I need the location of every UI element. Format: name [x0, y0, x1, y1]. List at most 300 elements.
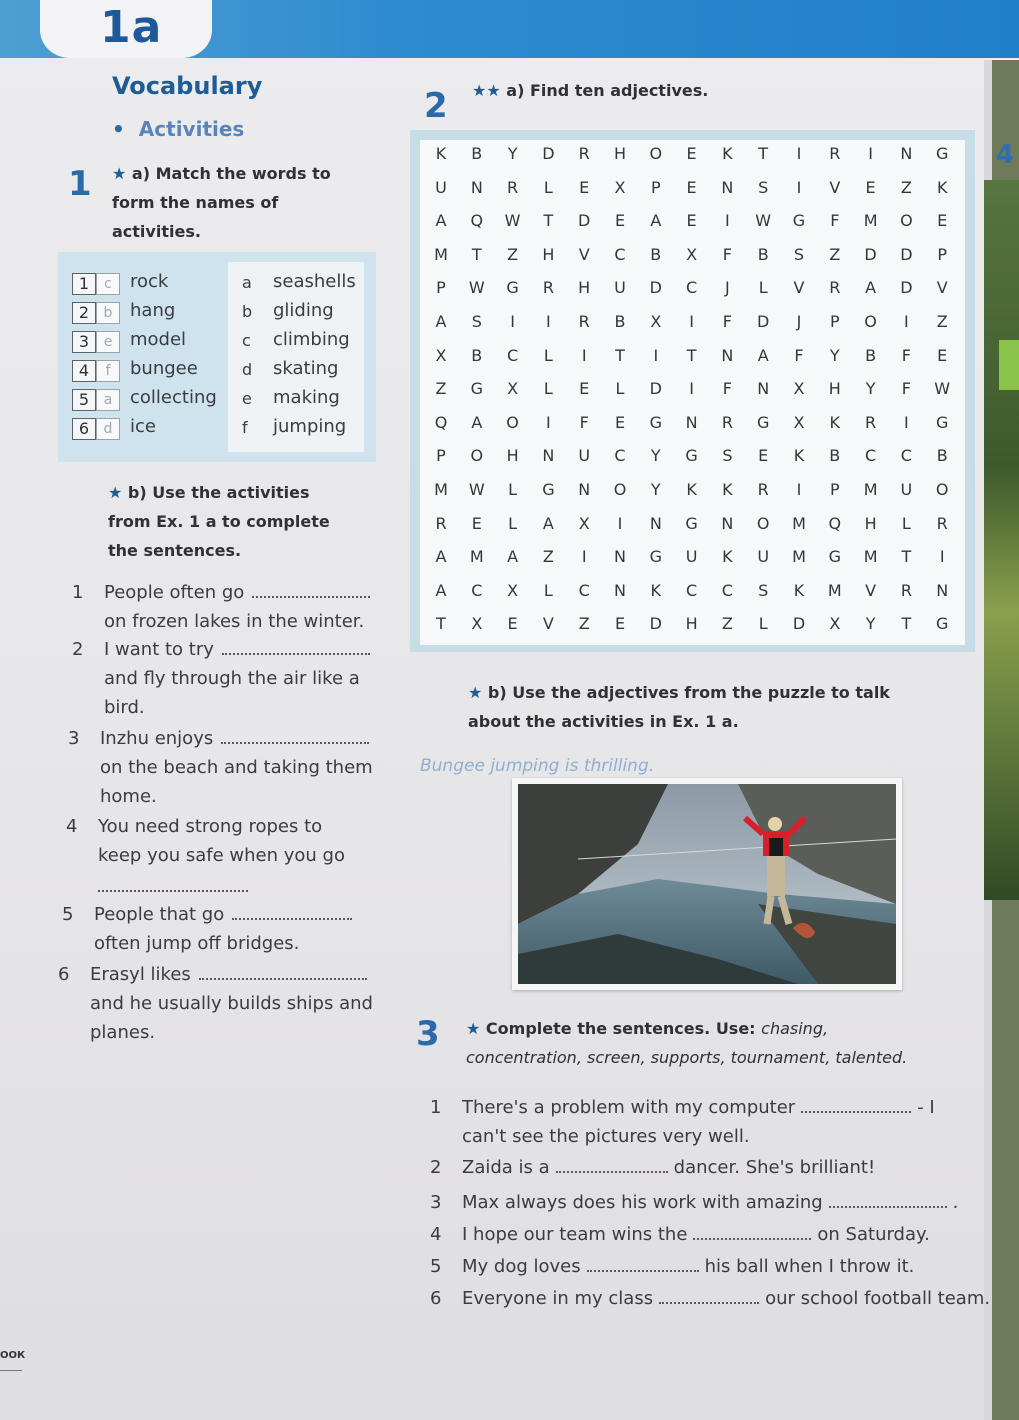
grid-letter: D	[542, 144, 555, 163]
answer-blank	[556, 1157, 668, 1173]
grid-letter: L	[758, 278, 768, 298]
sentence-start: People that go	[94, 904, 225, 925]
match-right-word: jumping	[273, 416, 347, 437]
sentence-number: 4	[66, 816, 78, 837]
sentence-continuation: often jump off bridges.	[94, 933, 300, 954]
match-left-word: hang	[130, 300, 176, 321]
grid-letter: A	[435, 211, 447, 231]
grid-letter: E	[686, 211, 697, 231]
grid-letter: M	[434, 244, 448, 264]
sentence-start: My dog loves	[462, 1256, 581, 1277]
grid-letter: T	[901, 614, 912, 634]
answer-blank	[587, 1256, 699, 1272]
sentence-text	[90, 960, 367, 989]
subsection-title	[112, 117, 244, 141]
grid-letter: R	[507, 177, 519, 197]
grid-letter: E	[471, 513, 482, 533]
grid-letter: C	[686, 580, 698, 600]
grid-letter: E	[614, 412, 626, 432]
grid-letter: E	[614, 211, 626, 231]
grid-letter: V	[542, 614, 554, 634]
match-number: 6	[72, 418, 96, 440]
sentence-number: 4	[430, 1224, 442, 1245]
grid-letter: I	[796, 480, 802, 499]
match-left-word: rock	[130, 271, 169, 292]
sentence-text	[104, 635, 370, 664]
sentence-text	[100, 724, 369, 753]
grid-letter: F	[901, 345, 911, 365]
instruction-line: activities.	[112, 222, 201, 241]
grid-letter: N	[721, 177, 734, 197]
sentence-start: Zaida is a	[462, 1157, 550, 1178]
grid-letter: B	[614, 312, 626, 331]
grid-letter: M	[863, 547, 878, 567]
grid-letter: I	[581, 547, 587, 567]
grid-letter: Z	[542, 547, 554, 567]
unit-label: 1a	[100, 2, 163, 53]
grid-letter: L	[543, 379, 553, 399]
match-left-word: bungee	[130, 358, 198, 379]
match-number: 2	[72, 302, 96, 324]
grid-letter: H	[613, 144, 627, 163]
grid-letter: Z	[578, 614, 590, 634]
example-sentence: Bungee jumping is thrilling.	[420, 756, 655, 776]
sentence-text	[462, 1220, 930, 1249]
star-icon: ★	[466, 1019, 486, 1038]
grid-letter: M	[434, 480, 448, 499]
grid-letter: I	[689, 379, 694, 399]
exercise-2a-instruction	[472, 76, 708, 105]
sentence-number: 3	[430, 1192, 442, 1213]
grid-letter: N	[614, 547, 626, 567]
match-number: 3	[72, 331, 96, 353]
grid-letter: R	[721, 412, 733, 432]
sentence-number: 1	[72, 582, 84, 603]
grid-letter: F	[901, 379, 911, 399]
sentence-number: 5	[62, 904, 74, 925]
grid-letter: X	[829, 614, 841, 634]
sentence-start: Erasyl likes	[90, 964, 191, 985]
grid-letter: U	[757, 547, 770, 567]
grid-letter: A	[471, 412, 483, 432]
sentence-end: dancer. She's brilliant!	[673, 1157, 876, 1178]
grid-letter: G	[506, 278, 519, 298]
sentence-start: Inzhu enjoys	[100, 728, 214, 749]
grid-letter: I	[725, 211, 730, 231]
grid-letter: G	[756, 412, 770, 432]
exercise-1b-instruction	[108, 478, 330, 565]
instruction-text: Complete the sentences. Use:	[485, 1019, 756, 1038]
grid-letter: G	[935, 614, 949, 634]
sentence-continuation: on frozen lakes in the winter.	[104, 611, 365, 632]
bullet-icon: •	[112, 117, 125, 141]
grid-letter: B	[471, 345, 483, 365]
grid-letter: Y	[650, 446, 661, 466]
sentence-text	[462, 1284, 990, 1313]
grid-letter: Z	[900, 177, 912, 197]
sentence-end: - I	[917, 1097, 935, 1118]
exercise-1-number: 1	[68, 164, 92, 204]
match-number: 4	[72, 360, 96, 382]
grid-letter: V	[865, 580, 877, 600]
answer-blank	[252, 582, 370, 598]
grid-letter: E	[686, 144, 697, 163]
sentence-start: Max always does his work with amazing	[462, 1192, 823, 1213]
grid-letter: K	[722, 547, 733, 567]
grid-letter: R	[435, 513, 447, 533]
grid-letter: T	[615, 345, 625, 365]
grid-letter: H	[542, 244, 555, 264]
grid-letter: S	[793, 244, 805, 264]
sentence-continuation: keep you safe when you go	[98, 845, 345, 866]
grid-letter: M	[863, 480, 878, 499]
grid-letter: K	[650, 580, 662, 600]
match-left-word: collecting	[130, 387, 217, 408]
sentence-number: 3	[68, 728, 80, 749]
grid-letter: Z	[507, 244, 519, 264]
answer-blank	[829, 1192, 947, 1208]
match-right-word: skating	[273, 358, 339, 379]
instruction-line: from Ex. 1 a to complete	[108, 512, 330, 531]
grid-letter: U	[614, 278, 626, 298]
grid-letter: G	[542, 480, 555, 499]
sentence-continuation: and he usually builds ships and	[90, 993, 373, 1014]
grid-letter: I	[939, 547, 945, 567]
grid-letter: I	[796, 177, 802, 197]
grid-letter: O	[649, 144, 663, 163]
grid-letter: J	[796, 312, 802, 331]
grid-letter: A	[435, 312, 447, 331]
grid-letter: L	[615, 379, 625, 399]
match-letter: c	[242, 331, 251, 350]
sentence-continuation: on the beach and taking them	[100, 757, 373, 778]
grid-letter: T	[543, 211, 554, 231]
grid-letter: R	[829, 144, 841, 163]
answer-blank	[199, 964, 367, 980]
grid-letter: X	[471, 614, 483, 634]
grid-letter: S	[758, 177, 769, 197]
instruction-line: b) Use the activities	[127, 483, 310, 502]
grid-letter: P	[436, 446, 446, 466]
grid-letter: U	[435, 177, 447, 197]
grid-letter: Y	[865, 614, 876, 634]
grid-letter: L	[901, 513, 911, 533]
grid-letter: U	[685, 547, 698, 567]
match-letter: d	[242, 360, 253, 379]
grid-letter: T	[471, 244, 482, 264]
grid-letter: D	[792, 614, 806, 634]
sentence-continuation: planes.	[90, 1022, 156, 1043]
footer-mark: ООК	[0, 1350, 26, 1361]
answer-blank	[801, 1097, 911, 1113]
grid-letter: X	[578, 513, 590, 533]
match-letter: f	[242, 418, 248, 437]
exercise-2b-instruction	[468, 678, 890, 736]
grid-letter: G	[649, 547, 662, 567]
grid-letter: S	[722, 446, 733, 466]
grid-letter: F	[722, 379, 732, 399]
bungee-jumping-photo	[512, 778, 902, 990]
grid-letter: G	[792, 211, 806, 231]
grid-letter: W	[468, 278, 485, 298]
grid-letter: P	[829, 312, 840, 331]
grid-letter: R	[757, 480, 769, 499]
grid-letter: A	[435, 580, 447, 600]
grid-letter: K	[435, 144, 447, 163]
match-right-word: seashells	[273, 271, 356, 292]
grid-letter: X	[686, 244, 698, 264]
footer-line	[0, 1370, 22, 1371]
answer-blank	[659, 1288, 759, 1304]
match-answer: d	[96, 418, 120, 440]
match-number: 1	[72, 273, 96, 295]
grid-letter: Q	[434, 412, 448, 432]
grid-letter: G	[935, 412, 949, 432]
grid-letter: C	[471, 580, 483, 600]
exercise-3-instruction	[466, 1014, 907, 1072]
grid-letter: T	[686, 345, 697, 365]
sentence-continuation: can't see the pictures very well.	[462, 1126, 750, 1147]
grid-letter: E	[579, 177, 590, 197]
grid-letter: T	[758, 144, 769, 163]
grid-letter: C	[900, 446, 912, 466]
grid-letter: N	[757, 379, 770, 399]
sentence-end: our school football team.	[765, 1288, 991, 1309]
grid-letter: O	[900, 211, 913, 231]
grid-letter: R	[936, 513, 948, 533]
grid-letter: N	[936, 580, 949, 600]
grid-letter: I	[510, 312, 515, 331]
grid-letter: F	[579, 412, 589, 432]
answer-blank	[232, 904, 352, 920]
grid-letter: K	[793, 580, 805, 600]
grid-letter: M	[863, 211, 878, 231]
grid-letter: K	[936, 177, 948, 197]
answer-blank	[222, 639, 370, 655]
grid-letter: K	[793, 446, 805, 466]
grid-letter: B	[865, 345, 877, 365]
sentence-start: You need strong ropes to	[98, 816, 323, 837]
grid-letter: O	[935, 480, 949, 499]
grid-letter: J	[725, 278, 730, 298]
grid-letter: E	[507, 614, 518, 634]
grid-letter: W	[468, 480, 485, 499]
grid-letter: Y	[650, 480, 661, 499]
grid-letter: P	[436, 278, 446, 298]
match-letter: b	[242, 302, 253, 321]
grid-letter: V	[936, 278, 948, 298]
grid-letter: A	[757, 345, 769, 365]
grid-letter: P	[650, 177, 661, 197]
grid-letter: E	[937, 211, 948, 231]
grid-letter: C	[614, 446, 626, 466]
grid-letter: O	[613, 480, 627, 499]
sentence-text	[462, 1252, 914, 1281]
grid-letter: W	[755, 211, 772, 231]
grid-letter: E	[579, 379, 590, 399]
grid-letter: L	[543, 580, 553, 600]
grid-letter: I	[546, 412, 551, 432]
grid-letter: Y	[829, 345, 840, 365]
grid-letter: Z	[435, 379, 447, 399]
grid-letter: F	[794, 345, 804, 365]
sentence-number: 1	[430, 1097, 442, 1118]
grid-letter: E	[614, 614, 626, 634]
sentence-number: 5	[430, 1256, 442, 1277]
sentence-start: There's a problem with my computer	[462, 1097, 796, 1118]
match-answer: c	[96, 273, 120, 295]
grid-letter: Q	[470, 211, 484, 231]
word-list: chasing,	[761, 1019, 829, 1038]
grid-letter: R	[900, 580, 912, 600]
match-answer: b	[96, 302, 120, 324]
sentence-start: I want to try	[104, 639, 214, 660]
grid-letter: R	[578, 144, 590, 163]
grid-letter: H	[828, 379, 841, 399]
subsection-label: Activities	[138, 117, 245, 141]
grid-letter: X	[435, 345, 447, 365]
sentence-continuation: bird.	[104, 697, 145, 718]
bungee-photo-image	[518, 784, 896, 984]
next-page-photo	[984, 180, 1019, 900]
grid-letter: D	[900, 278, 913, 298]
grid-letter: B	[471, 144, 483, 163]
grid-letter: W	[504, 211, 521, 231]
grid-letter: E	[686, 177, 697, 197]
grid-letter: L	[508, 513, 518, 533]
grid-letter: B	[757, 244, 769, 264]
grid-letter: N	[721, 513, 734, 533]
sentence-end: his ball when I throw it.	[704, 1256, 915, 1277]
next-page-tab	[999, 340, 1019, 390]
stars-icon: ★★	[472, 81, 501, 100]
grid-letter: X	[614, 177, 626, 197]
grid-letter: Z	[829, 244, 841, 264]
grid-letter: N	[649, 513, 662, 533]
grid-letter: N	[685, 412, 698, 432]
grid-letter: X	[507, 580, 519, 600]
grid-letter: D	[649, 379, 662, 399]
sentence-text	[462, 1153, 875, 1182]
grid-letter: I	[868, 144, 873, 163]
section-title: Vocabulary	[112, 72, 263, 100]
sentence-end: on Saturday.	[817, 1224, 930, 1245]
answer-blank	[221, 728, 369, 744]
grid-letter: G	[828, 547, 841, 567]
grid-letter: X	[793, 379, 805, 399]
grid-letter: W	[934, 379, 951, 399]
grid-letter: E	[758, 446, 769, 466]
grid-letter: K	[722, 480, 733, 499]
sentence-number: 6	[58, 964, 70, 985]
word-list: concentration, screen, supports, tournament, talented.	[466, 1048, 908, 1067]
match-letter: e	[242, 389, 252, 408]
grid-letter: R	[829, 278, 841, 298]
grid-letter: I	[546, 312, 551, 331]
instruction-line: the sentences.	[108, 541, 242, 560]
grid-letter: V	[793, 278, 805, 298]
exercise-3-number: 3	[416, 1014, 440, 1054]
grid-letter: B	[829, 446, 841, 466]
grid-letter: P	[937, 244, 948, 264]
grid-letter: U	[900, 480, 913, 499]
grid-letter: Z	[721, 614, 733, 634]
grid-letter: N	[470, 177, 483, 197]
match-number: 5	[72, 389, 96, 411]
grid-letter: L	[508, 480, 518, 499]
sentence-start: People often go	[104, 582, 245, 603]
grid-letter: O	[470, 446, 484, 466]
grid-letter: G	[649, 412, 662, 432]
grid-letter: D	[900, 244, 913, 264]
grid-letter: G	[685, 513, 698, 533]
match-answer: f	[96, 360, 120, 382]
grid-letter: E	[865, 177, 876, 197]
grid-letter: D	[578, 211, 591, 231]
grid-letter: K	[722, 144, 733, 163]
grid-letter: I	[796, 144, 802, 163]
grid-letter: X	[650, 312, 662, 331]
grid-letter: Q	[828, 513, 842, 533]
grid-letter: A	[507, 547, 519, 567]
grid-letter: F	[830, 211, 840, 231]
grid-letter: F	[722, 312, 732, 331]
star-icon: ★	[108, 483, 128, 502]
grid-letter: S	[471, 312, 482, 331]
grid-letter: L	[543, 345, 553, 365]
sentence-text	[104, 578, 370, 607]
grid-letter: L	[758, 614, 768, 634]
instruction-line: a) Match the words to	[131, 164, 331, 183]
grid-letter: O	[506, 412, 519, 432]
match-letter: a	[242, 273, 252, 292]
match-left-word: ice	[130, 416, 156, 437]
grid-letter: C	[686, 278, 698, 298]
grid-letter: T	[901, 547, 912, 567]
grid-letter: O	[756, 513, 770, 533]
answer-blank	[693, 1224, 811, 1240]
sentence-number: 2	[72, 639, 84, 660]
grid-letter: T	[436, 614, 446, 634]
grid-letter: Y	[865, 379, 876, 399]
grid-letter: D	[757, 312, 770, 331]
exercise-2-number: 2	[424, 86, 448, 126]
sentence-text	[94, 900, 352, 929]
grid-letter: N	[578, 480, 591, 499]
sentence-end: .	[952, 1192, 959, 1213]
grid-letter: X	[507, 379, 519, 399]
grid-letter: M	[792, 547, 806, 567]
grid-letter: Z	[936, 312, 948, 331]
grid-letter: N	[900, 144, 913, 163]
grid-letter: I	[689, 312, 694, 331]
grid-letter: A	[650, 211, 662, 231]
sentence-text	[462, 1093, 935, 1122]
sentence-continuation: home.	[100, 786, 157, 807]
grid-letter: R	[542, 278, 554, 298]
grid-letter: K	[829, 412, 841, 432]
sentence-text	[98, 812, 322, 841]
grid-letter: C	[507, 345, 519, 365]
grid-letter: I	[617, 513, 623, 533]
grid-letter: X	[793, 412, 805, 432]
grid-letter: A	[865, 278, 877, 298]
grid-letter: I	[653, 345, 659, 365]
grid-letter: L	[543, 177, 553, 197]
instruction-text: a) Find ten adjectives.	[506, 81, 709, 100]
instruction-line: b) Use the adjectives from the puzzle to talk	[487, 683, 890, 702]
grid-letter: C	[865, 446, 877, 466]
